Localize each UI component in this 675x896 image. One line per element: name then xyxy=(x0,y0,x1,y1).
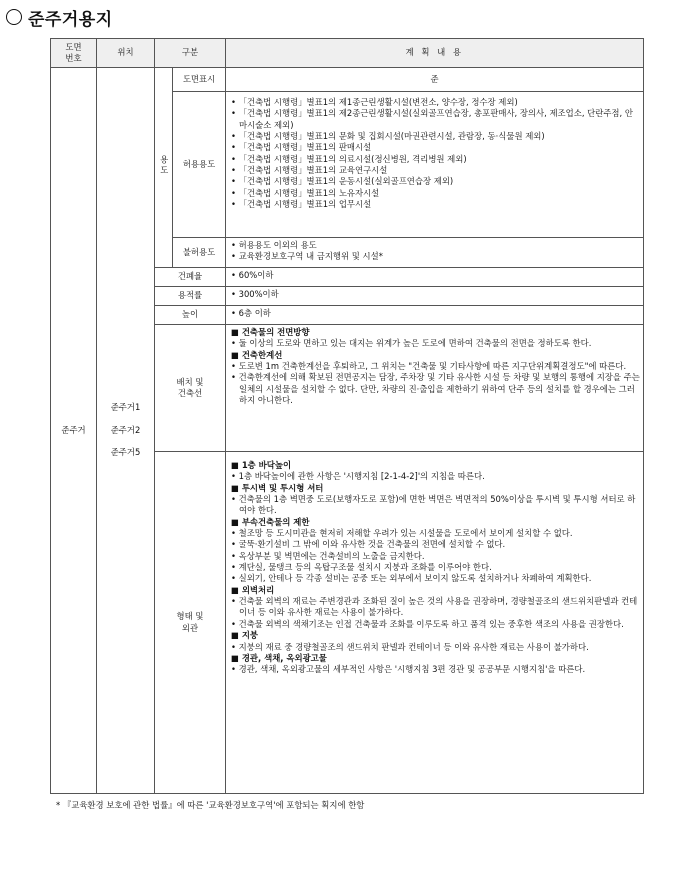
section-heading: ■ 투시벽 및 투시형 셔터 xyxy=(231,482,324,493)
content-item: • 굴뚝·환기설비 그 밖에 이와 유사한 것을 건축물의 전면에 설치할 수 없다. xyxy=(231,539,506,550)
allowed-item: • 「건축법 시행령」별표1의 운동시설(실외골프연습장 제외) xyxy=(231,176,454,187)
cell-locations xyxy=(97,68,155,794)
content-item: • 계단실, 물탱크 등의 옥탑구조물 설치시 지붕과 조화를 이루어야 한다. xyxy=(231,562,492,573)
form-content xyxy=(226,452,644,794)
allowed-item: • 「건축법 시행령」별표1의 노유자시설 xyxy=(231,187,380,198)
section-heading: ■ 건축물의 전면방향 xyxy=(231,327,310,337)
section-heading: ■ 건축한계선 xyxy=(231,349,283,360)
allowed-use-label: 허용용도 xyxy=(173,92,226,238)
content-item: • 건축물의 1층 벽면중 도로(보행자도로 포함)에 면한 벽면은 벽면적의 50%이상을 투시벽 및 투시형 셔터로 하여야 한다. xyxy=(231,494,636,516)
content-item: • 1층 바닥높이에 관한 사항은 '시행지침 [2-1-4-2]'의 지침을 따른다. xyxy=(231,471,485,482)
title-text: 준주거용지 xyxy=(28,9,113,30)
content-item: • 지붕의 재료 중 경량철골조의 샌드위치 판넬과 컨테이너 등 이와 유사한 재료는 사용이 불가하다. xyxy=(231,641,589,652)
allowed-item: • 「건축법 시행령」별표1의 의료시설(정신병원, 격리병원 제외) xyxy=(231,153,467,164)
content-item: • 건축물 외벽의 색채기조는 인접 건축물과 조화를 이루도록 하고 품격 있는 중후한 색조의 사용을 권장한다. xyxy=(231,618,624,629)
use-group: 용도 xyxy=(155,68,173,268)
planned-use-label: 도면표시 xyxy=(173,68,226,92)
page-title xyxy=(6,4,113,30)
content-item: • 도로변 1m 건축한계선을 후퇴하고, 그 위치는 "건축물 및 기타사항에 따른 지구단위계획결정도"에 따른다. xyxy=(231,361,627,372)
prohibited-item: • 허용용도 이외의 용도 xyxy=(231,240,317,250)
allowed-use-list xyxy=(226,92,644,238)
allowed-item: • 「건축법 시행령」별표1의 교육연구시설 xyxy=(231,165,388,176)
location-1: 준주거1 xyxy=(110,402,141,413)
bcr-value: • 60%이하 xyxy=(226,268,644,287)
section-heading: ■ 부속건축물의 제한 xyxy=(231,516,310,527)
section-heading: ■ 경관, 색채, 옥외광고물 xyxy=(231,652,327,663)
content-item: • 옥상부분 및 벽면에는 건축설비의 노출을 금지한다. xyxy=(231,550,425,561)
section-heading: ■ 외벽처리 xyxy=(231,584,275,595)
planned-use-value: 준 xyxy=(226,68,644,92)
height-label: 높이 xyxy=(155,306,226,325)
circle-bullet-icon xyxy=(6,9,22,25)
content-item: • 건축물 외벽의 재료는 주변경관과 조화된 질이 높은 것의 사용을 권장하며, 경량철골조의 샌드위치판넬과 컨테이너 등 이와 유사한 재료는 사용이 불가하다. xyxy=(231,596,638,618)
allowed-item: • 「건축법 시행령」별표1의 업무시설 xyxy=(231,199,372,210)
allowed-item: • 「건축법 시행령」별표1의 판매시설 xyxy=(231,142,372,153)
header-location: 위치 xyxy=(97,39,155,68)
content-item: • 건축한계선에 의해 확보된 전면공지는 담장, 주차장 및 기타 유사한 시설 등 차량 및 보행의 통행에 지장을 주는 일체의 시설물을 설치할 수 없다. 단만, 차량의 진·출입을 제한하기 위하여 단주 등의 설치를 할 경우에는 그러하지 아니한다. xyxy=(231,372,640,406)
location-2: 준주거2 xyxy=(110,424,141,435)
section-heading: ■ 지붕 xyxy=(231,630,259,641)
height-value: • 6층 이하 xyxy=(226,306,644,325)
header-category: 구분 xyxy=(155,39,226,68)
content-item: • 철조망 등 도시미관을 현저히 저해할 우려가 있는 시설물을 도로에서 보이게 설치할 수 없다. xyxy=(231,528,573,539)
allowed-item: • 「건축법 시행령」별표1의 문화 및 집회시설(마권관련시설, 관람장, 동·식물원 제외) xyxy=(231,131,545,142)
allowed-item: • 「건축법 시행령」별표1의 제2종근린생활시설(실외골프연습장, 총포판매사, 장의사, 제조업소, 단란주점, 안마시술소 제외) xyxy=(231,108,633,130)
placement-label: 배치 및 건축선 xyxy=(155,325,226,452)
location-5: 준주거5 xyxy=(110,447,141,458)
plan-table xyxy=(50,38,644,794)
prohibited-item: • 교육환경보호구역 내 금지행위 및 시설* xyxy=(231,251,383,262)
header-no: 도면 번호 xyxy=(51,39,97,68)
section-heading: ■ 1층 바닥높이 xyxy=(231,460,292,470)
content-item: • 둘 이상의 도로와 면하고 있는 대지는 위계가 높은 도로에 면하여 건축물의 전면을 정하도록 한다. xyxy=(231,338,592,349)
prohibited-use-list xyxy=(226,238,644,268)
placement-content xyxy=(226,325,644,452)
far-value: • 300%이하 xyxy=(226,287,644,306)
allowed-item: • 「건축법 시행령」별표1의 제1종근린생활시설(변전소, 양수장, 정수장 제외) xyxy=(231,97,518,107)
form-label: 형태 및 외관 xyxy=(155,452,226,794)
prohibited-use-label: 불허용도 xyxy=(173,238,226,268)
header-content: 계 획 내 용 xyxy=(226,39,644,68)
cell-no: 준주거 xyxy=(51,68,97,794)
footnote: * 『교육환경 보호에 관한 법률』에 따른 '교육환경보호구역'에 포함되는 획지에 한함 xyxy=(56,800,365,810)
far-label: 용적률 xyxy=(155,287,226,306)
content-item: • 실외기, 안테나 등 각종 설비는 공중 또는 외부에서 보이지 않도록 설치하거나 차폐하여 계획한다. xyxy=(231,573,592,584)
bcr-label: 건폐율 xyxy=(155,268,226,287)
content-item: • 경관, 색채, 옥외광고물의 세부적인 사항은 '시행지침 3편 경관 및 공공부문 시행지침'을 따른다. xyxy=(231,664,586,675)
